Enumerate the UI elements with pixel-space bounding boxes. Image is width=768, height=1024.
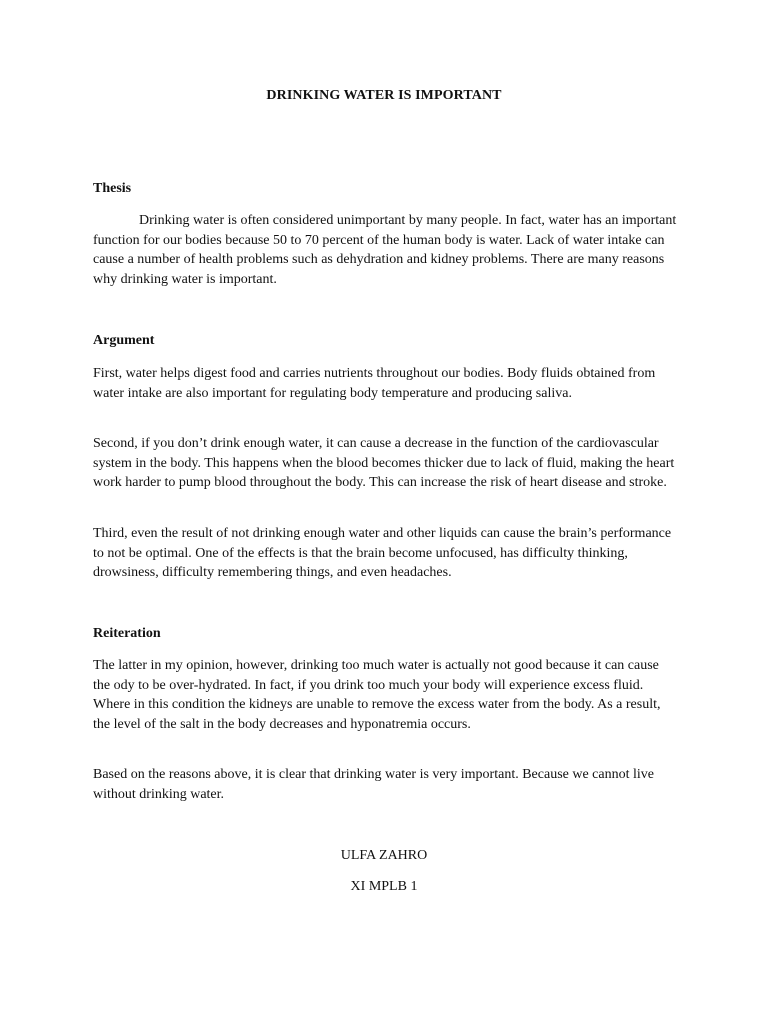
argument-paragraph-2: Second, if you don’t drink enough water, it can cause a decrease in the function of the cardiovascular system in the body. This happens when the blood becomes thicker due to lack of fluid, making the heart work harder to pump blood throughout the body. This can increase the risk of heart disease and stroke. <box>93 436 675 491</box>
reiteration-paragraph-1: The latter in my opinion, however, drinking too much water is actually not good because it can cause the ody to be over-hydrated. In fact, if you drink too much your body will experience excess fluid. Where in this condition the kidneys are unable to remove the excess water from the body. As a result, the level of the salt in the body decreases and hyponatremia occurs. <box>93 658 661 732</box>
reiteration-paragraph-2: Based on the reasons above, it is clear that drinking water is very important. Because we cannot live without drinking water. <box>93 767 654 802</box>
document-title: DRINKING WATER IS IMPORTANT <box>266 88 502 103</box>
author-class: XI MPLB 1 <box>350 879 418 894</box>
thesis-paragraph: Drinking water is often considered unimportant by many people. In fact, water has an important function for our bodies because 50 to 70 percent of the human body is water. Lack of water intake can cause a number of health problems such as dehydration and kidney problems. There are many reasons why drinking water is important. <box>93 213 677 287</box>
reiteration-heading: Reiteration <box>93 626 161 641</box>
author-name: ULFA ZAHRO <box>340 848 428 863</box>
thesis-heading: Thesis <box>93 181 132 196</box>
argument-paragraph-3: Third, even the result of not drinking enough water and other liquids can cause the brain’s performance to not be optimal. One of the effects is that the brain become unfocused, has difficulty thinking, drowsiness, difficulty remembering things, and even headaches. <box>93 526 672 581</box>
argument-heading: Argument <box>93 333 155 348</box>
argument-paragraph-1: First, water helps digest food and carries nutrients throughout our bodies. Body fluids obtained from water intake are also important for regulating body temperature and producing saliva. <box>93 366 656 401</box>
